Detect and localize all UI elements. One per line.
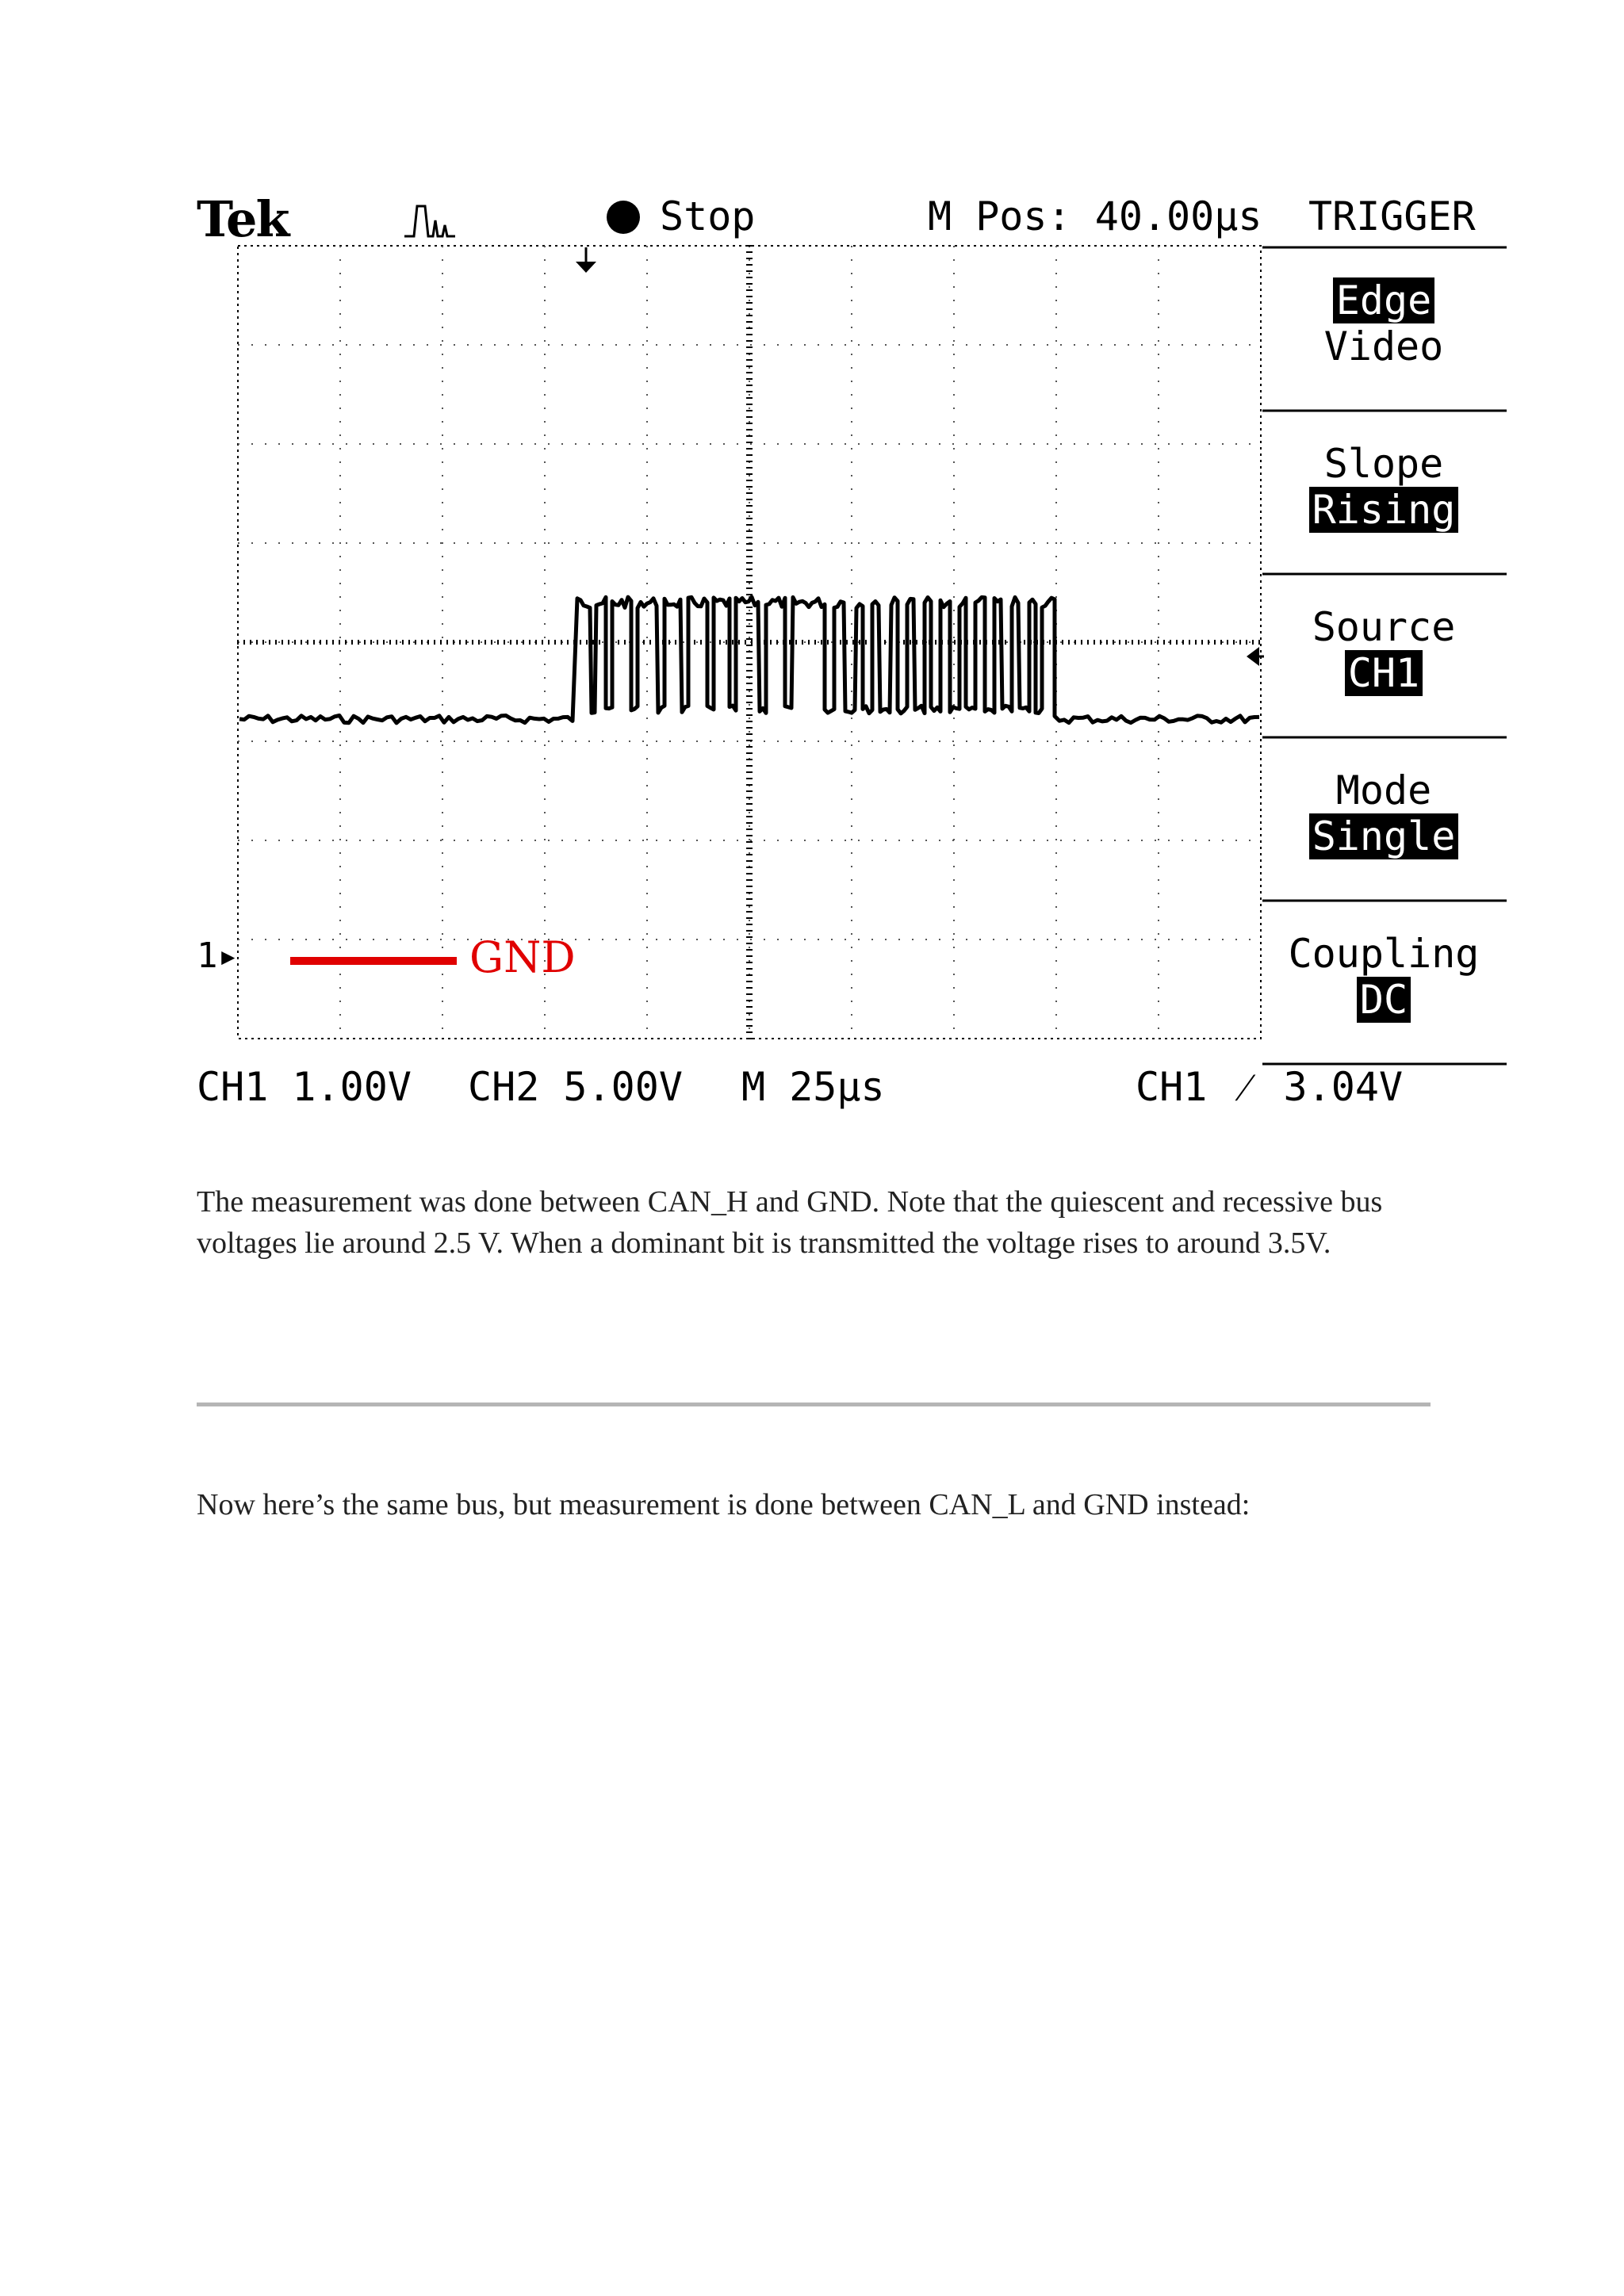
menu-item-source-label: Source — [1312, 604, 1456, 650]
trigger-readout — [1136, 1064, 1403, 1110]
rising-edge-icon: ⁄ — [1242, 1064, 1249, 1110]
paragraph-can-l: Now here’s the same bus, but measurement is done between CAN_L and GND instead: — [197, 1488, 1251, 1521]
menu-item-coupling-label: Coupling — [1288, 931, 1480, 977]
menu-item-coupling-value: DC — [1357, 977, 1411, 1023]
menu-item-slope-value: Rising — [1309, 487, 1459, 533]
trigger-position-arrow — [576, 247, 596, 273]
menu-item-source[interactable] — [1261, 604, 1507, 696]
menu-item-mode-label: Mode — [1335, 767, 1432, 813]
menu-title: TRIGGER — [1308, 193, 1476, 239]
stop-status-icon — [607, 201, 640, 234]
gnd-label: GND — [469, 932, 576, 982]
menu-item-slope-label: Slope — [1323, 441, 1444, 487]
paragraph-can-h: The measurement was done between CAN_H and GND. Note that the quiescent and recessive bus voltages lie around 2.5 V. When a dominant bit is transmitted the voltage rises to around 3.5V. — [197, 1185, 1383, 1260]
ch1-scale: CH1 1.00V — [197, 1064, 412, 1110]
menu-item-slope[interactable] — [1261, 441, 1507, 533]
menu-item-type-alt: Video — [1323, 323, 1444, 369]
oscilloscope-screenshot — [190, 182, 1522, 1118]
menu-item-mode-value: Single — [1309, 813, 1459, 859]
horizontal-position: M Pos: 40.00µs — [928, 193, 1262, 239]
acquisition-wave-icon — [404, 206, 455, 236]
menu-item-source-value: CH1 — [1345, 650, 1423, 696]
ch1-ground-marker: 1▸ — [197, 936, 239, 976]
trigger-readout-channel: CH1 — [1136, 1064, 1208, 1110]
menu-item-type[interactable] — [1261, 277, 1507, 369]
acquisition-status: Stop — [660, 193, 756, 239]
timebase: M 25µs — [741, 1064, 885, 1110]
horizontal-rule — [197, 1402, 1431, 1406]
ch2-scale: CH2 5.00V — [468, 1064, 683, 1110]
trigger-readout-level: 3.04V — [1283, 1064, 1404, 1110]
menu-item-coupling[interactable] — [1261, 931, 1507, 1023]
tek-logo: Tek — [197, 190, 289, 248]
menu-item-mode[interactable] — [1261, 767, 1507, 859]
menu-item-type-selected: Edge — [1333, 277, 1434, 323]
